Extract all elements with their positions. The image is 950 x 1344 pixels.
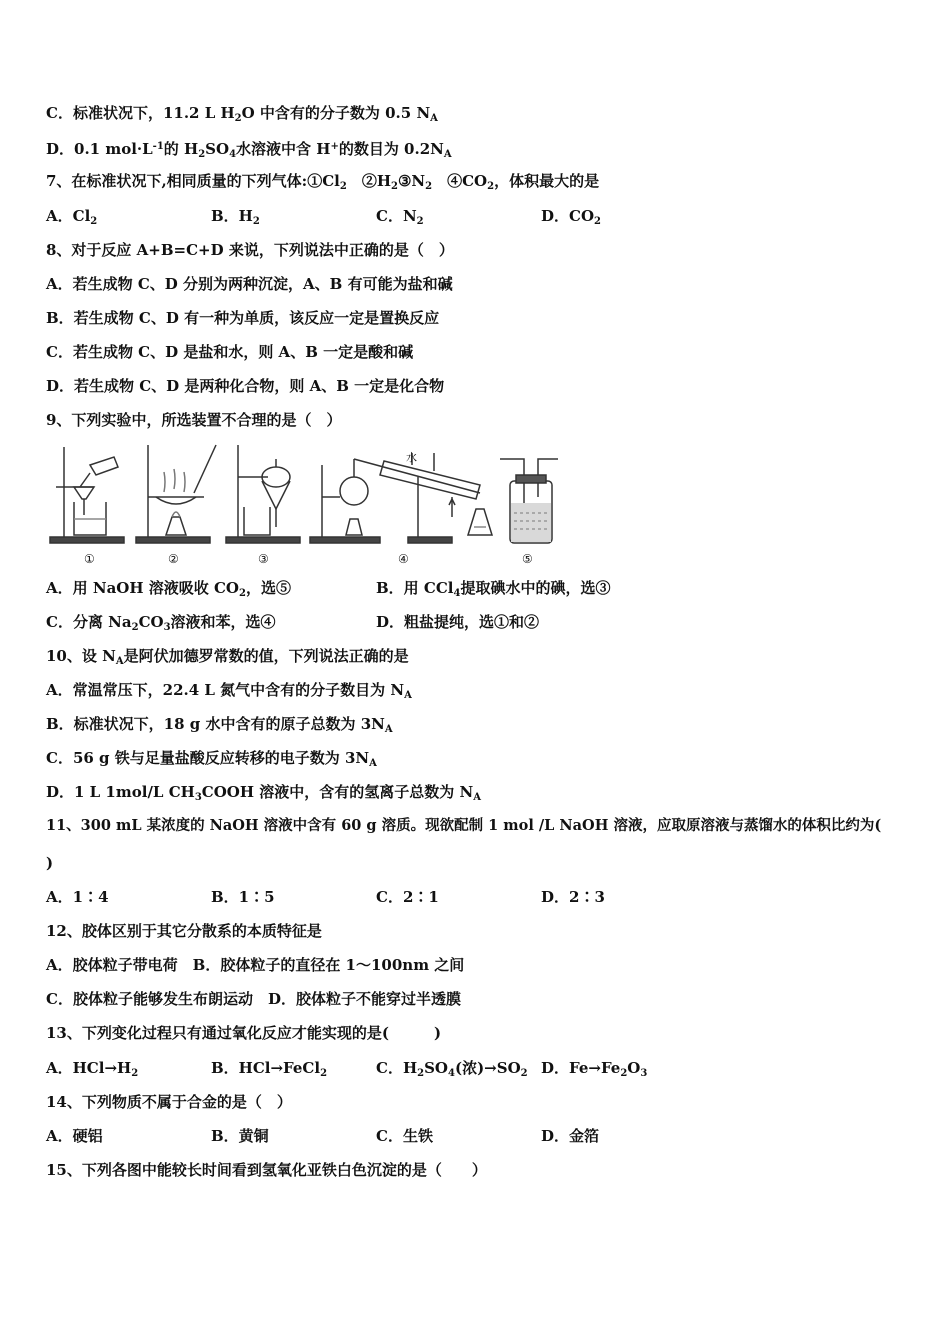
q13-stem: 13、下列变化过程只有通过氧化反应才能实现的是( ): [46, 1024, 442, 1042]
q9-stem: 9、下列实验中，所选装置不合理的是（ ）: [46, 411, 342, 429]
q8-option-b: B．若生成物 C、D 有一种为单质，该反应一定是置换反应: [46, 309, 440, 327]
q10-stem: 10、设 $N_A$是阿伏加德罗常数的值，下列说法正确的是: [46, 647, 409, 667]
q11-option-b: B．1∶5: [211, 888, 275, 906]
q10-option-c: C．56 g 铁与足量盐酸反应转移的电子数为 $3N_A$: [46, 749, 377, 769]
fig-label-5: ⑤: [522, 552, 533, 566]
q13-option-b: B．HCl→FeCl$_2$: [211, 1059, 328, 1079]
q14-option-d: D．金箔: [541, 1127, 600, 1145]
q8-option-d: D．若生成物 C、D 是两种化合物，则 A、B 一定是化合物: [46, 377, 445, 395]
q9-option-d: D．粗盐提纯，选①和②: [376, 613, 540, 631]
q7-option-d: D．$CO_2$: [541, 207, 601, 227]
q13-option-c: C．$H_2SO_4$(浓)$\to SO_2$: [376, 1059, 528, 1079]
q15-stem: 15、下列各图中能较长时间看到氢氧化亚铁白色沉淀的是（ ）: [46, 1161, 487, 1179]
water-label: 水: [406, 451, 417, 464]
q14-options-row: [0, 1126, 950, 1146]
q8-stem: 8、对于反应 A+B=C+D 来说，下列说法中正确的是（ ）: [46, 241, 454, 259]
q6-option-d: D．0.1 $mol\cdot L^{-1}$的 $H_2SO_4$水溶液中含 H+的数目为 $0.2N_A$: [46, 140, 452, 160]
q7-options-row: [0, 206, 950, 226]
q13-options-row: [0, 1058, 950, 1078]
q11-options-row: [0, 887, 950, 907]
q11-option-d: D．2∶3: [541, 888, 605, 906]
apparatus-2-evaporation: [136, 445, 216, 543]
q14-stem: 14、下列物质不属于合金的是（ ）: [46, 1093, 292, 1111]
q8-option-c: C．若生成物 C、D 是盐和水，则 A、B 一定是酸和碱: [46, 343, 414, 361]
q7-stem: 7、在标准状况下,相同质量的下列气体$:①Cl_2$ $②H_2③N_2$ $④CO_2$，体积最大的是: [46, 172, 600, 192]
fig-label-1: ①: [84, 552, 95, 566]
apparatus-3-separation: [226, 445, 300, 543]
q14-option-c: C．生铁: [376, 1127, 433, 1145]
q9-option-b: B．用 CCl$_4$提取碘水中的碘，选③: [376, 579, 611, 599]
q11-stem-line-1: 11、300 mL 某浓度的 NaOH 溶液中含有 60 g 溶质。现欲配制 1 mol /L NaOH 溶液，应取原溶液与蒸馏水的体积比约为(: [46, 817, 882, 834]
q12-options-ab: A．胶体粒子带电荷 B．胶体粒子的直径在 1～100nm 之间: [46, 956, 465, 974]
apparatus-5-gas-washing-bottle: [500, 459, 558, 543]
q13-option-d: D．$Fe\to Fe_2O_3$: [541, 1059, 648, 1079]
q7-option-a: A．$Cl_2$: [46, 207, 98, 227]
q8-option-a: A．若生成物 C、D 分别为两种沉淀，A、B 有可能为盐和碱: [46, 275, 453, 293]
q10-option-b: B．标准状况下，18 g 水中含有的原子总数为 $3N_A$: [46, 715, 393, 735]
q9-options-row-2: [0, 612, 950, 632]
q10-option-d: D．1 L 1mol/L $CH_3COOH$ 溶液中，含有的氢离子总数为 $N_A$: [46, 783, 481, 803]
q7-option-b: B．$H_2$: [211, 207, 260, 227]
q11-option-c: C．2∶1: [376, 888, 439, 906]
q11-option-a: A．1∶4: [46, 888, 109, 906]
q9-options-row-1: [0, 578, 950, 598]
q13-option-a: A．$HCl\to H_2$: [46, 1059, 139, 1079]
q14-option-a: A．硬铝: [46, 1127, 103, 1145]
fig-label-4: ④: [398, 552, 409, 566]
q6-option-c: C．标准状况下，11.2 L $H_2O$ 中含有的分子数为 0.5 $N_A$: [46, 104, 438, 124]
q9-option-c: C．分离 $Na_2CO_3$溶液和苯，选④: [46, 613, 276, 633]
q14-option-b: B．黄铜: [211, 1127, 269, 1145]
apparatus-figure: [44, 437, 564, 567]
q11-stem-line-2: ): [46, 854, 54, 872]
q10-option-a: A．常温常压下，22.4 L 氮气中含有的分子数目为 $N_A$: [46, 681, 412, 701]
q7-option-c: C．$N_2$: [376, 207, 424, 227]
q9-option-a: A．用 NaOH 溶液吸收 $CO_2$，选⑤: [46, 579, 291, 599]
fig-label-2: ②: [168, 552, 179, 566]
q12-stem: 12、胶体区别于其它分散系的本质特征是: [46, 922, 322, 940]
q12-options-cd: C．胶体粒子能够发生布朗运动 D．胶体粒子不能穿过半透膜: [46, 990, 461, 1008]
fig-label-3: ③: [258, 552, 269, 566]
apparatus-1-filtration: [50, 447, 124, 543]
apparatus-4-distillation: [310, 453, 492, 543]
